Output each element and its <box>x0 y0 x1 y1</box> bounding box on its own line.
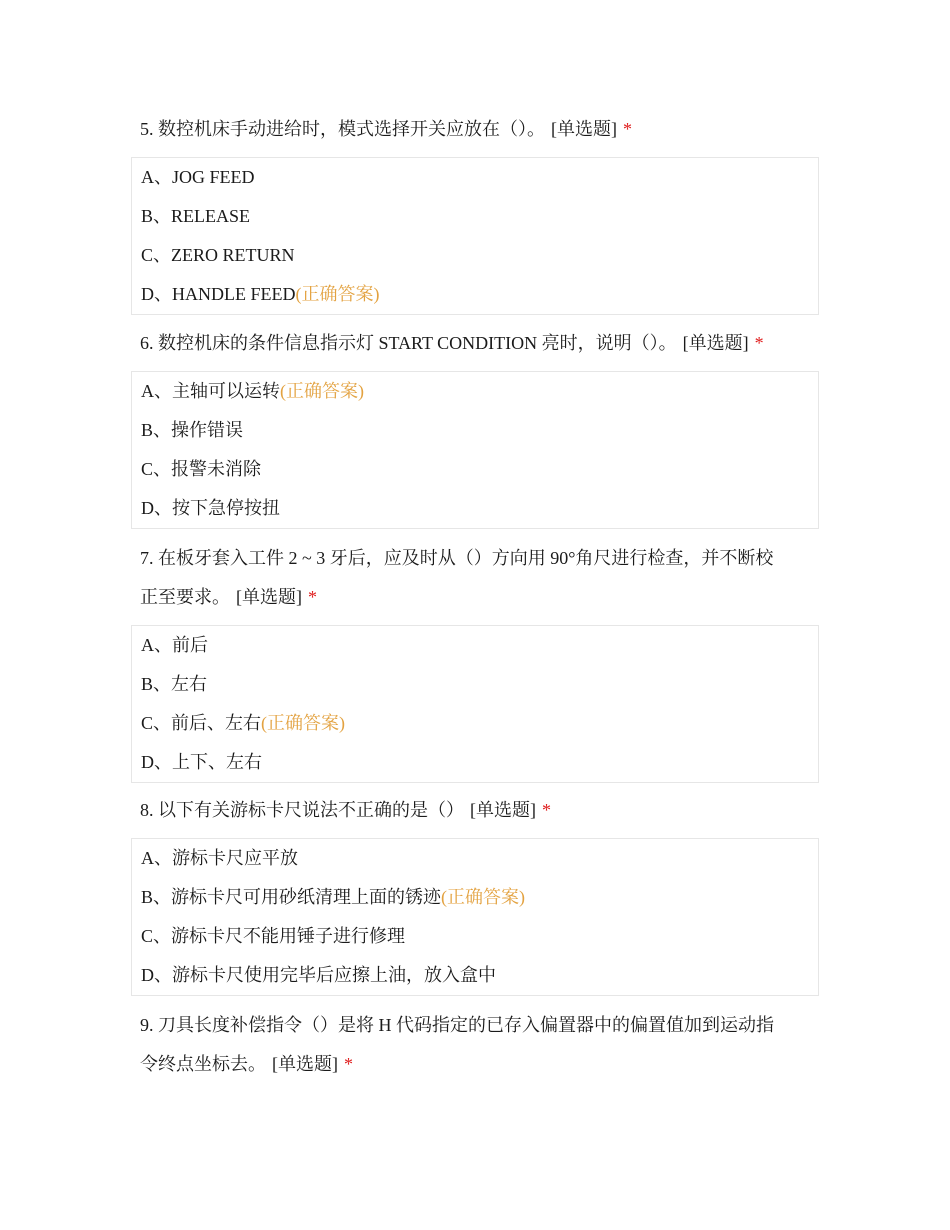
option-d[interactable]: D、上下、左右 <box>141 752 262 772</box>
question-title: 5. 数控机床手动进给时，模式选择开关应放在（）。 [单选题] * <box>140 119 632 139</box>
option-a[interactable]: A、主轴可以运转(正确答案) <box>141 381 364 401</box>
question-title: 7. 在板牙套入工件 2 ~ 3 牙后，应及时从（）方向用 90°角尺进行检查，并不断校 正至要求。 [单选题] * <box>140 548 774 607</box>
option-a[interactable]: A、JOG FEED <box>141 167 255 187</box>
question-7 <box>131 539 819 783</box>
option-a[interactable]: A、前后 <box>141 635 208 655</box>
option-list <box>131 625 819 783</box>
option-list <box>131 157 819 315</box>
question-type-tag: [单选题] <box>682 333 749 353</box>
option-c[interactable]: C、ZERO RETURN <box>141 245 295 265</box>
required-asterisk: * <box>344 1054 353 1074</box>
required-asterisk: * <box>623 119 632 139</box>
option-b[interactable]: B、游标卡尺可用砂纸清理上面的锈迹(正确答案) <box>141 887 526 907</box>
required-asterisk: * <box>542 800 551 820</box>
question-5 <box>131 110 819 315</box>
question-title: 6. 数控机床的条件信息指示灯 START CONDITION 亮时，说明（）。 [单选题] * <box>140 333 764 353</box>
question-title: 8. 以下有关游标卡尺说法不正确的是（） [单选题] * <box>140 800 551 820</box>
correct-answer-tag: (正确答案) <box>280 381 364 401</box>
option-c[interactable]: C、报警未消除 <box>141 459 262 479</box>
correct-answer-tag: (正确答案) <box>295 284 380 304</box>
question-type-tag: [单选题] <box>551 119 617 139</box>
option-a[interactable]: A、游标卡尺应平放 <box>141 848 298 868</box>
question-type-tag: [单选题] <box>470 800 536 820</box>
option-list <box>131 371 819 529</box>
required-asterisk: * <box>754 333 764 353</box>
option-b[interactable]: B、操作错误 <box>141 420 244 440</box>
option-c[interactable]: C、前后、左右(正确答案) <box>141 713 346 733</box>
option-b[interactable]: B、左右 <box>141 674 208 694</box>
question-title: 9. 刀具长度补偿指令（）是将 H 代码指定的已存入偏置器中的偏置值加到运动指 令终点坐标去。 [单选题] * <box>140 1015 774 1074</box>
option-d[interactable]: D、按下急停按扭 <box>141 498 280 518</box>
question-8 <box>131 791 819 996</box>
option-b[interactable]: B、RELEASE <box>141 206 251 226</box>
question-9 <box>131 1006 819 1084</box>
question-type-tag: [单选题] <box>272 1054 338 1074</box>
option-d[interactable]: D、游标卡尺使用完毕后应擦上油，放入盒中 <box>141 965 496 985</box>
question-6 <box>131 324 819 529</box>
option-d[interactable]: D、HANDLE FEED(正确答案) <box>141 284 380 304</box>
correct-answer-tag: (正确答案) <box>441 887 526 907</box>
required-asterisk: * <box>308 587 317 607</box>
option-c[interactable]: C、游标卡尺不能用锤子进行修理 <box>141 926 406 946</box>
correct-answer-tag: (正确答案) <box>261 713 346 733</box>
question-type-tag: [单选题] <box>236 587 302 607</box>
option-list <box>131 838 819 996</box>
